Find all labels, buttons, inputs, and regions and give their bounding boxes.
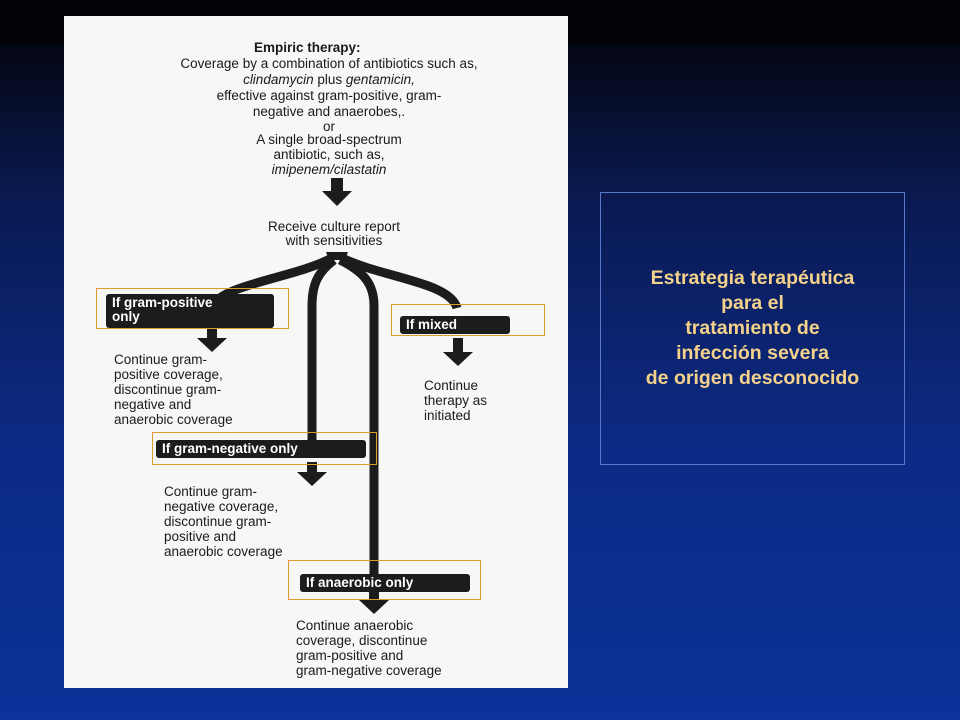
anaerobic-text (296, 618, 442, 678)
gp-line-4: negative and (114, 397, 192, 412)
intro-line-3: effective against gram-positive, gram- (216, 88, 442, 103)
gram-positive-text (114, 352, 233, 427)
intro-line-7: antibiotic, such as, (273, 147, 385, 162)
highlight-gram-positive (96, 288, 289, 329)
gn-line-1: Continue gram- (164, 484, 258, 499)
culture-line-1: Receive culture report (267, 219, 401, 234)
branch-middle-left (312, 260, 334, 446)
intro-line-2 (114, 72, 544, 87)
gram-positive-label-line1: If gram-positive (112, 295, 213, 310)
drug-clindamycin: clindamycin (243, 72, 314, 87)
gp-line-5: anaerobic coverage (114, 412, 233, 427)
gp-line-3: discontinue gram- (114, 382, 222, 397)
mixed-line-3: initiated (424, 408, 471, 423)
gram-negative-text (164, 484, 283, 559)
arrow-head-gn (297, 472, 327, 486)
highlight-mixed (391, 304, 545, 336)
highlight-anaerobic (288, 560, 481, 600)
an-line-3: gram-positive and (296, 648, 404, 663)
gn-line-4: positive and (164, 529, 237, 544)
an-line-1: Continue anaerobic (296, 618, 414, 633)
an-line-2: coverage, discontinue (296, 633, 428, 648)
side-line-3: tratamiento de (685, 317, 820, 339)
intro-line-1: Coverage by a combination of antibiotics such as, (180, 56, 478, 71)
intro-plus: plus (313, 72, 346, 87)
side-line-5: de origen desconocido (645, 367, 860, 389)
gn-line-2: negative coverage, (164, 499, 279, 514)
mixed-text (424, 378, 487, 423)
gram-negative-label: If gram-negative only (156, 440, 366, 458)
anaerobic-label: If anaerobic only (300, 574, 470, 592)
side-panel (600, 192, 905, 465)
arrow-head-mixed (443, 352, 473, 366)
mixed-label: If mixed (400, 316, 510, 334)
mixed-line-2: therapy as (424, 393, 488, 408)
arrow-shaft-mixed (453, 338, 463, 354)
branch-right (342, 258, 457, 308)
figure-title: Empiric therapy: (254, 40, 361, 55)
side-line-4: infección severa (676, 342, 829, 364)
arrow-head-an (359, 600, 389, 614)
side-line-2: para el (721, 292, 784, 314)
intro-or: or (322, 119, 335, 134)
side-line-1: Estrategia terapéutica (650, 267, 855, 289)
arrow-shaft-top (331, 178, 343, 192)
arrow-head-gp (197, 338, 227, 352)
intro-line-6: A single broad-spectrum (256, 132, 402, 147)
drug-imipenem: imipenem/cilastatin (271, 162, 387, 177)
drug-gentamicin: gentamicin, (345, 72, 415, 87)
culture-line-2: with sensitivities (285, 233, 383, 248)
branch-middle-right (340, 260, 374, 576)
gram-positive-label-line2: only (112, 309, 140, 324)
gn-line-5: anaerobic coverage (164, 544, 283, 559)
arrow-head-top (322, 191, 352, 206)
gp-line-1: Continue gram- (114, 352, 208, 367)
gn-line-3: discontinue gram- (164, 514, 272, 529)
intro-line-4: negative and anaerobes,. (252, 104, 406, 119)
an-line-4: gram-negative coverage (296, 663, 442, 678)
highlight-gram-negative (152, 432, 377, 465)
gp-line-2: positive coverage, (114, 367, 223, 382)
mixed-line-1: Continue (424, 378, 479, 393)
